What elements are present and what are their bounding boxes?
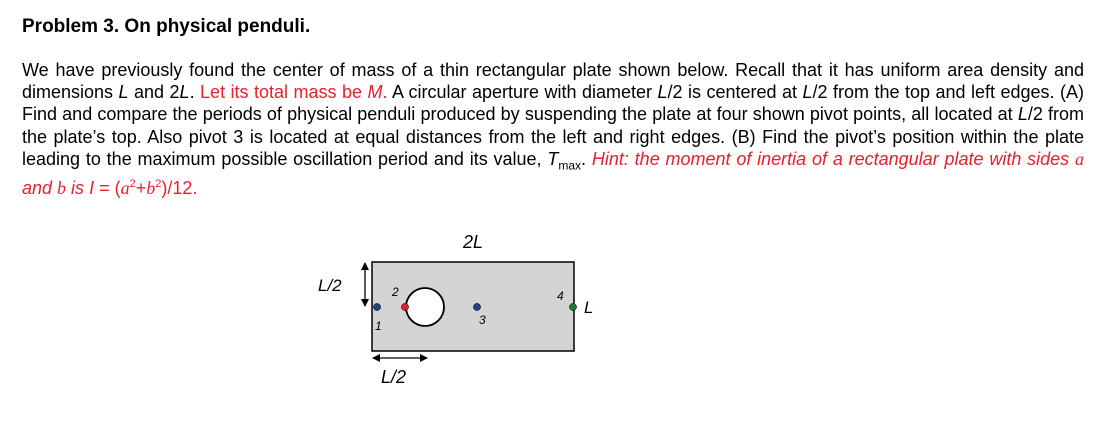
sub-max: max xyxy=(558,158,582,173)
var-I: I xyxy=(89,177,95,198)
hint-is: is xyxy=(66,177,90,198)
text-dot: . xyxy=(189,82,201,103)
pivot-label-1: 1 xyxy=(375,319,382,333)
text-and: and 2 xyxy=(128,82,180,103)
pivot-label-3: 3 xyxy=(479,313,486,327)
exp-2: 2 xyxy=(129,177,136,190)
label-L-half-left: L/2 xyxy=(318,276,342,295)
var-a-squared: a xyxy=(120,177,130,198)
hint-and: and xyxy=(22,177,58,198)
text-part-b: /2 from the plate’s top. Also pivot 3 is located at equal distances from the left and right edges. (B) Find the pivot’s position within the plate leading to the maximum possible oscillation period and its value, xyxy=(22,104,1084,169)
var-T: T xyxy=(547,148,559,169)
hint-plus: + xyxy=(135,177,147,198)
var-b-squared: b xyxy=(146,177,156,198)
pivot-4 xyxy=(569,303,576,310)
var-L: L xyxy=(657,82,668,103)
label-L-right: L xyxy=(584,298,594,317)
var-L: L xyxy=(118,82,129,103)
var-L: L xyxy=(179,82,190,103)
pivot-label-4: 4 xyxy=(557,289,564,303)
text-intro: We have previously found the center of mass of a thin rectangular plate shown below. Recall that it has uniform area density and dimensions xyxy=(22,60,1084,103)
var-L: L xyxy=(1017,104,1028,125)
exp-2: 2 xyxy=(155,177,162,190)
circular-aperture xyxy=(406,288,444,326)
text-dot: . xyxy=(581,148,592,169)
hint-text: Hint: the moment of inertia of a rectangular plate with sides xyxy=(591,148,1075,169)
label-L-half-bottom: L/2 xyxy=(381,367,407,387)
text-part-a: /2 from the top and left edges. (A) Find and compare the periods of physical penduli produced by suspending the plate at four shown pivot points, all located at xyxy=(22,82,1085,125)
pivot-2 xyxy=(401,303,408,310)
var-M: M xyxy=(367,82,383,103)
var-b: b xyxy=(57,177,67,198)
var-a: a xyxy=(1075,148,1084,169)
text-centered: /2 is centered at xyxy=(667,82,803,103)
mass-text: Let its total mass be xyxy=(200,82,368,103)
text-aperture: A circular aperture with diameter xyxy=(387,82,658,103)
pivot-1 xyxy=(373,303,380,310)
hint-end: )/12. xyxy=(161,177,198,198)
var-L: L xyxy=(802,82,813,103)
label-2L: 2L xyxy=(463,232,484,252)
pivot-label-2: 2 xyxy=(392,285,399,299)
mass-period: . xyxy=(382,82,388,103)
pivot-3 xyxy=(473,303,480,310)
problem-title: Problem 3. On physical penduli. xyxy=(22,16,311,37)
hint-eq: = ( xyxy=(94,177,121,198)
